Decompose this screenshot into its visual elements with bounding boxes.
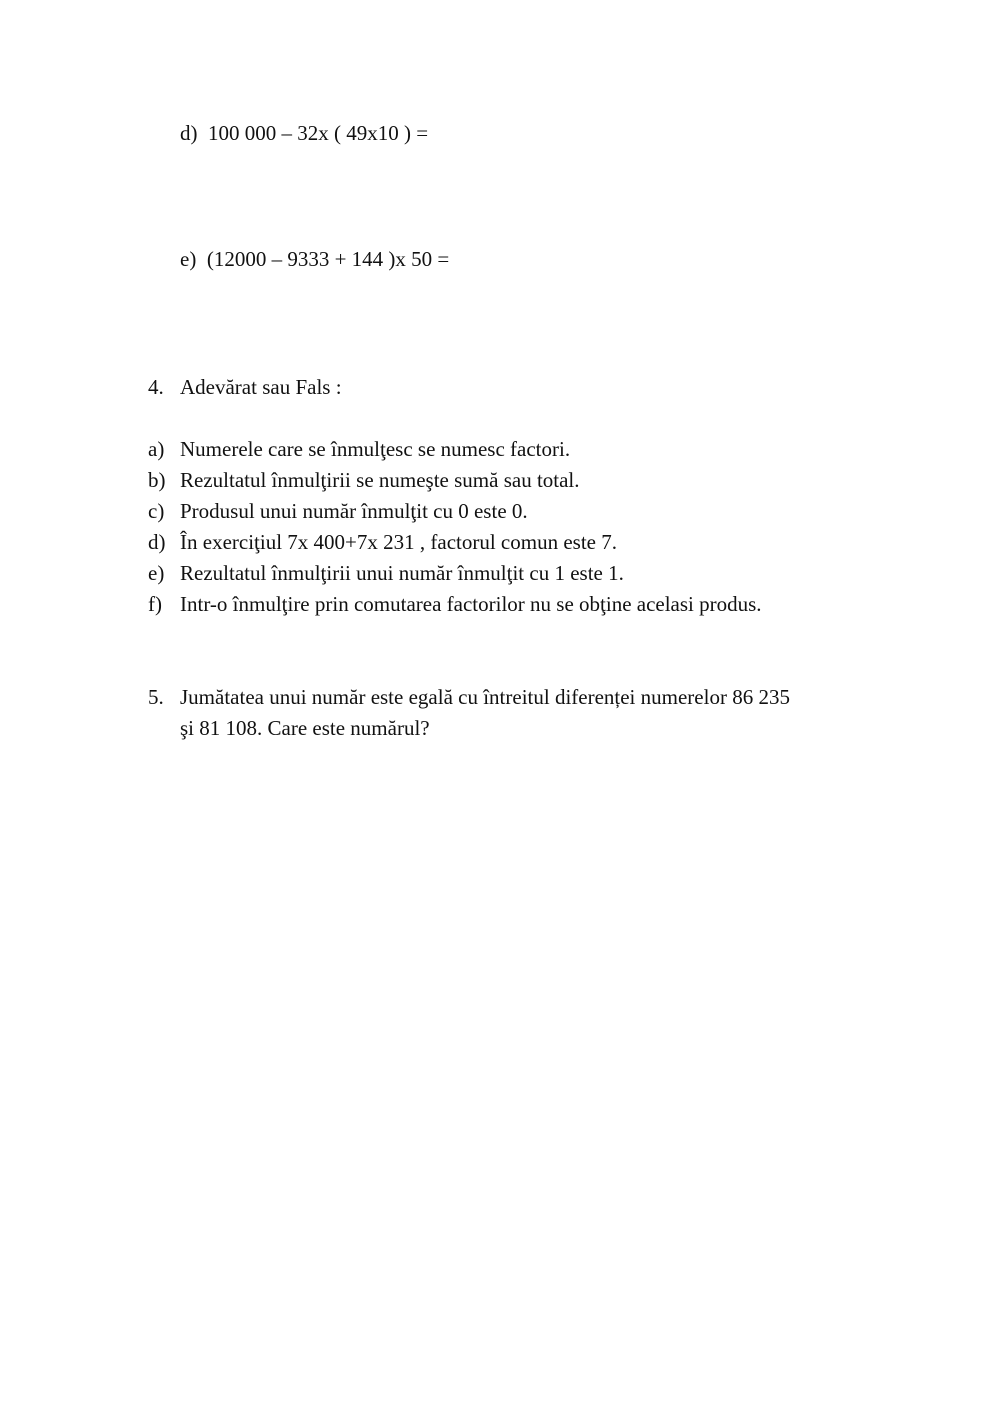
exercise-number: 5. bbox=[148, 685, 164, 709]
item-text: 100 000 – 32x ( 49x10 ) = bbox=[208, 121, 429, 145]
exercise-text: Jumătatea unui număr este egală cu întreitul diferenței numerelor 86 235 bbox=[180, 685, 790, 709]
item-marker: e) bbox=[148, 561, 165, 585]
item-marker: b) bbox=[148, 468, 166, 492]
item-marker: d) bbox=[148, 530, 166, 554]
exercise-5-line2 bbox=[180, 715, 880, 741]
item-marker: a) bbox=[148, 437, 165, 461]
exercise-text-continued: şi 81 108. Care este numărul? bbox=[180, 716, 430, 740]
exercise-title: Adevărat sau Fals : bbox=[180, 375, 342, 399]
item-text: (12000 – 9333 + 144 )x 50 = bbox=[206, 247, 450, 271]
item-marker: e) bbox=[180, 247, 197, 271]
item-text: Produsul unui număr înmulţit cu 0 este 0. bbox=[180, 499, 528, 523]
item-marker: d) bbox=[180, 121, 198, 145]
item-marker: c) bbox=[148, 499, 165, 523]
item-text: Numerele care se înmulţesc se numesc factori. bbox=[180, 437, 571, 461]
item-text: Rezultatul înmulţirii se numeşte sumă sau total. bbox=[180, 468, 580, 492]
item-marker: f) bbox=[148, 592, 162, 616]
item-text: Intr-o înmulţire prin comutarea factorilor nu se obţine acelasi produs. bbox=[180, 592, 762, 616]
exercise-3e bbox=[180, 246, 449, 272]
item-text: Rezultatul înmulţirii unui număr înmulţit cu 1 este 1. bbox=[180, 561, 624, 585]
exercise-3d bbox=[180, 120, 428, 146]
exercise-number: 4. bbox=[148, 375, 164, 399]
item-text: În exerciţiul 7x 400+7x 231 , factorul comun este 7. bbox=[180, 530, 617, 554]
